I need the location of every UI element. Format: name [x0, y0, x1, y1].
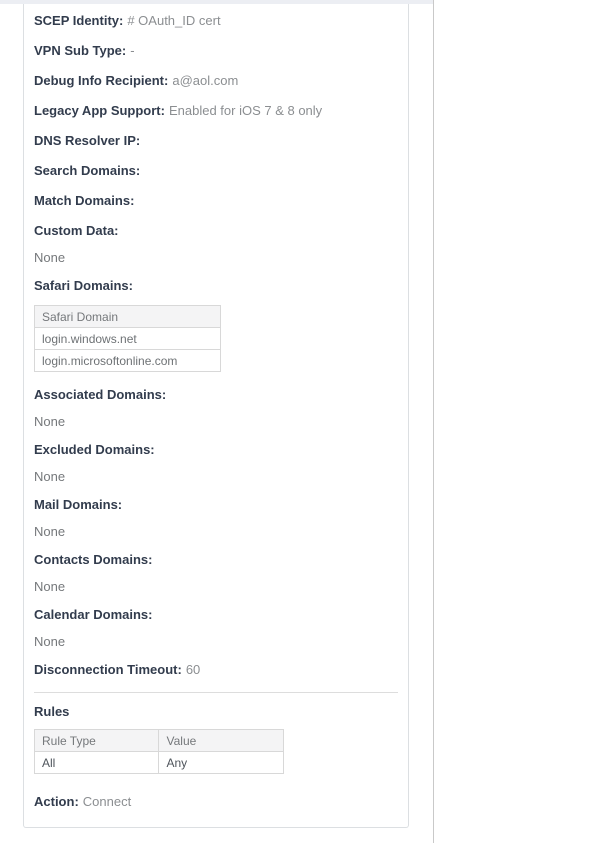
contacts-domains-value: None [34, 579, 66, 594]
field-label: Safari Domains: [34, 278, 133, 293]
field-match-domains [34, 193, 398, 209]
field-label: Disconnection Timeout: [34, 662, 182, 677]
table-header-row [35, 730, 284, 752]
field-label: Custom Data: [34, 223, 119, 238]
safari-domain-cell: login.windows.net [35, 328, 221, 350]
excluded-domains-value: None [34, 469, 66, 484]
field-label: SCEP Identity: [34, 13, 124, 28]
table-row [35, 328, 221, 350]
rule-value-cell: Any [159, 752, 284, 774]
field-custom-data [34, 223, 398, 239]
custom-data-value: None [34, 250, 66, 265]
calendar-domains-value: None [34, 634, 66, 649]
field-label: Excluded Domains: [34, 442, 155, 457]
value-column-header: Value [159, 730, 284, 752]
field-label: Contacts Domains: [34, 552, 153, 567]
field-search-domains [34, 163, 398, 179]
associated-domains-value: None [34, 414, 66, 429]
section-divider [34, 692, 398, 693]
field-calendar-domains [34, 607, 398, 623]
safari-domains-table [34, 305, 221, 372]
field-value: a@aol.com [172, 73, 239, 88]
rules-table [34, 729, 284, 774]
field-mail-domains [34, 497, 398, 513]
field-label: Debug Info Recipient: [34, 73, 169, 88]
field-label: Action: [34, 794, 79, 809]
field-label: Mail Domains: [34, 497, 123, 512]
field-vpn-sub-type [34, 43, 398, 59]
table-header-row [35, 306, 221, 328]
field-safari-domains [34, 278, 398, 294]
field-label: Legacy App Support: [34, 103, 165, 118]
field-legacy-app-support [34, 103, 398, 119]
field-dns-resolver-ip [34, 133, 398, 149]
field-label: Associated Domains: [34, 387, 167, 402]
profile-detail-panel [23, 4, 409, 828]
vertical-divider [433, 0, 434, 843]
rule-type-cell: All [35, 752, 159, 774]
safari-domain-column-header: Safari Domain [35, 306, 221, 328]
field-label: Search Domains: [34, 163, 141, 178]
field-label: DNS Resolver IP: [34, 133, 141, 148]
field-value: - [130, 43, 135, 58]
field-excluded-domains [34, 442, 398, 458]
field-scep-identity [34, 13, 398, 29]
field-debug-info-recipient [34, 73, 398, 89]
field-value: # OAuth_ID cert [127, 13, 221, 28]
field-value: 60 [185, 662, 201, 677]
field-contacts-domains [34, 552, 398, 568]
rules-heading: Rules [34, 704, 70, 719]
field-value: Enabled for iOS 7 & 8 only [168, 103, 323, 118]
table-row [35, 752, 284, 774]
field-disconnection-timeout [34, 662, 398, 678]
mail-domains-value: None [34, 524, 66, 539]
rule-type-column-header: Rule Type [35, 730, 159, 752]
field-label: Match Domains: [34, 193, 135, 208]
field-label: Calendar Domains: [34, 607, 153, 622]
field-associated-domains [34, 387, 398, 403]
table-row [35, 350, 221, 372]
safari-domain-cell: login.microsoftonline.com [35, 350, 221, 372]
field-action [34, 794, 398, 810]
field-label: VPN Sub Type: [34, 43, 127, 58]
field-value: Connect [82, 794, 132, 809]
